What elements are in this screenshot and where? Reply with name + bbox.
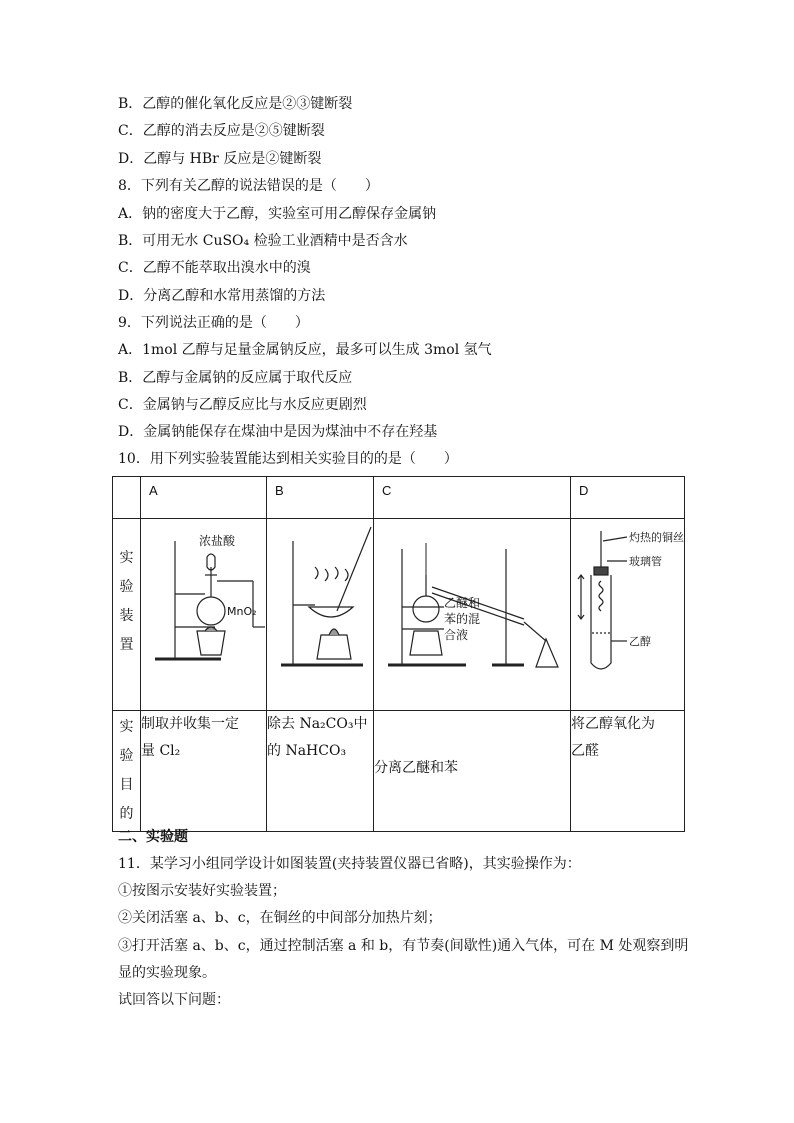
col-header-a: A [141,477,267,519]
row-label-apparatus: 实 验 装 置 [113,519,141,711]
q9-option-c: C．金属钠与乙醇反应比与水反应更剧烈 [118,397,367,413]
q9-option-d: D．金属钠能保存在煤油中是因为煤油中不存在羟基 [118,424,438,440]
apparatus-c-cell [374,519,571,711]
q11-stem: 11．某学习小组同学设计如图装置(夹持装置仪器已省略)，其实验操作为： [118,856,581,872]
col-header-d: D [571,477,685,519]
q10-stem: 10．用下列实验装置能达到相关实验目的的是（ ） [118,451,458,467]
label-c-line2: 苯的混 [444,612,481,626]
q9-stem: 9．下列说法正确的是（ ） [118,315,309,331]
purpose-row [113,711,685,832]
q8-option-c: C．乙醇不能萃取出溴水中的溴 [118,260,311,276]
label-c-line1: 乙醚和 [444,596,481,610]
label-glass-tube: 玻璃管 [629,555,662,568]
q8-option-a: A．钠的密度大于乙醇，实验室可用乙醇保存金属钠 [118,206,437,222]
q7-option-c: C．乙醇的消去反应是②⑤键断裂 [118,123,325,139]
apparatus-a-cell [141,519,267,711]
q9-option-a: A．1mol 乙醇与足量金属钠反应，最多可以生成 3mol 氢气 [118,342,492,358]
purpose-a: 制取并收集一定 量 Cl₂ [141,711,267,832]
apparatus-row [113,519,685,711]
label-mno2: MnO₂ [227,605,257,618]
q9-option-b: B．乙醇与金属钠的反应属于取代反应 [118,370,353,386]
label-conc-hcl: 浓盐酸 [199,534,236,548]
col-header-c: C [374,477,571,519]
copper-oxidation-diagram [571,519,684,685]
q7-option-b: B．乙醇的催化氧化反应是②③键断裂 [118,96,353,112]
q8-stem: 8．下列有关乙醇的说法错误的是（ ） [118,178,379,194]
distillation-diagram [374,519,570,685]
q7-option-d: D．乙醇与 HBr 反应是②键断裂 [118,151,322,167]
purpose-b: 除去 Na₂CO₃中 的 NaHCO₃ [267,711,374,832]
q11-step-2: ②关闭活塞 a、b、c，在铜丝的中间部分加热片刻； [118,910,442,926]
label-ethanol: 乙醇 [629,635,651,648]
apparatus-b-cell [267,519,374,711]
col-header-b: B [267,477,374,519]
label-c-line3: 合液 [444,628,469,642]
row-label-purpose: 实 验 目 的 [113,711,141,832]
chlorine-generator-diagram [141,519,266,685]
q8-option-b: B．可用无水 CuSO₄ 检验工业酒精中是否含水 [118,233,408,249]
apparatus-d-cell [571,519,685,711]
table-header-row [113,477,685,519]
label-hot-copper-wire: 灼热的铜丝 [629,531,684,544]
purpose-c: 分离乙醚和苯 [374,711,571,832]
q11-step-3-cont: 显的实验现象。 [118,965,216,981]
experiment-table [112,476,685,832]
table-corner-cell [113,477,141,519]
q11-step-1: ①按图示安装好实验装置； [118,883,286,899]
section-heading-experiment: 二、实验题 [118,829,188,845]
q11-prompt: 试回答以下问题： [118,992,230,1008]
purpose-d: 将乙醇氧化为 乙醛 [571,711,685,832]
q11-step-3: ③打开活塞 a、b、c，通过控制活塞 a 和 b，有节奏(间歇性)通入气体，可在 M 处观察到明 [118,938,689,954]
heating-dish-diagram [267,519,373,685]
q8-option-d: D．分离乙醇和水常用蒸馏的方法 [118,288,326,304]
